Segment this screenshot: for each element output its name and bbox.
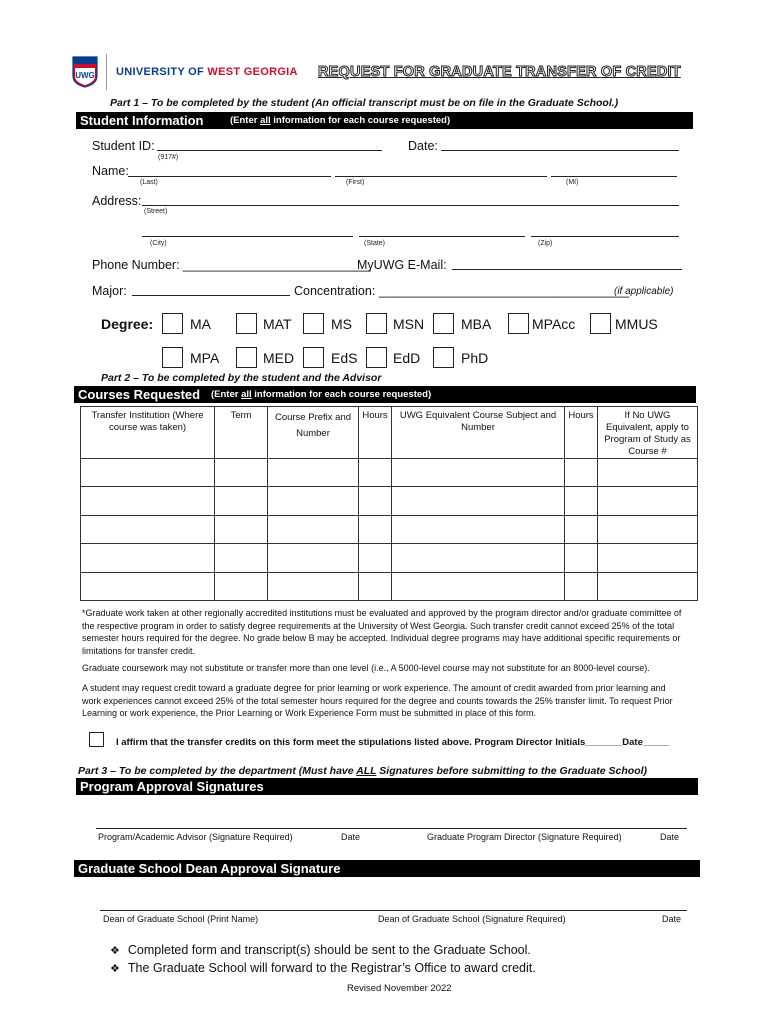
degree-checkbox-msn[interactable] <box>366 313 387 334</box>
address-label: Address: <box>92 194 142 208</box>
degree-checkbox-mpa[interactable] <box>162 347 183 368</box>
mi-hint: (MI) <box>566 179 579 186</box>
degree-checkbox-ma[interactable] <box>162 313 183 334</box>
table-cell-term[interactable] <box>214 515 268 544</box>
table-cell-institution[interactable] <box>80 458 215 487</box>
degree-checkbox-edd[interactable] <box>366 347 387 368</box>
director-signature-label: Graduate Program Director (Signature Required) <box>427 832 622 842</box>
part3-heading: Part 3 – To be completed by the department (Must have ALL Signatures before submitting to the Graduate School) <box>78 765 648 777</box>
part2-heading: Part 2 – To be completed by the student and the Advisor <box>101 372 382 384</box>
transfer-note-2: Graduate coursework may not substitute or transfer more than one level (i.e., A 5000-level course may not substitute for an 8000-level course). <box>82 663 650 673</box>
degree-label-mat: MAT <box>263 316 292 332</box>
revised-date: Revised November 2022 <box>347 983 452 994</box>
dean-signature-line[interactable] <box>100 910 687 911</box>
zip-field[interactable] <box>531 236 679 237</box>
affirm-checkbox[interactable] <box>89 732 104 747</box>
table-header-uwg-equivalent <box>391 406 565 459</box>
phone-label[interactable]: Phone Number: ___________________________ <box>92 258 371 272</box>
program-signature-line[interactable] <box>96 828 687 829</box>
degree-checkbox-eds[interactable] <box>303 347 324 368</box>
logo-text: UWG <box>75 71 95 80</box>
city-field[interactable] <box>142 236 353 237</box>
table-cell-uwg-equivalent[interactable] <box>391 486 565 515</box>
table-cell-program-course[interactable] <box>597 486 698 515</box>
table-cell-uwg-hours[interactable] <box>564 572 598 601</box>
affirm-statement: I affirm that the transfer credits on this form meet the stipulations listed above. Program Director Initials_______Date_____ <box>116 737 670 748</box>
table-cell-institution[interactable] <box>80 515 215 544</box>
table-header-institution <box>80 406 215 459</box>
form-title: REQUEST FOR GRADUATE TRANSFER OF CREDIT <box>318 64 681 80</box>
major-label: Major: <box>92 284 127 298</box>
dean-print-name-label: Dean of Graduate School (Print Name) <box>103 914 259 924</box>
table-cell-program-course[interactable] <box>597 572 698 601</box>
degree-label-ma: MA <box>190 316 211 332</box>
table-cell-hours[interactable] <box>358 572 392 601</box>
email-field[interactable] <box>452 269 682 270</box>
table-header-label: UWG Equivalent Course Subject and Number <box>399 410 557 433</box>
logo-divider <box>106 54 107 90</box>
transfer-note-1: *Graduate work taken at other regionally accredited institutions must be evaluated and approved by the program director and/or graduate committee of the respective program in order to satisfy degree requirements at the University of West Georgia. Such transfer credit cannot exceed 25% of the total semester hours required for the degree. No grade below B may be accepted. Individual degree programs may have additional specific requirements or limitations for transfer credit. <box>82 608 682 656</box>
table-header-term <box>214 406 268 459</box>
degree-label-mmus: MMUS <box>615 316 658 332</box>
last-name-field[interactable] <box>128 176 331 177</box>
courses-requested-subtitle: (Enter all information for each course requested) <box>211 389 432 400</box>
degree-label-eds: EdS <box>331 350 358 366</box>
degree-label: Degree: <box>101 316 154 332</box>
student-info-title: Student Information <box>80 113 204 128</box>
table-cell-uwg-hours[interactable] <box>564 515 598 544</box>
table-cell-program-course[interactable] <box>597 458 698 487</box>
table-cell-institution[interactable] <box>80 543 215 572</box>
table-cell-term[interactable] <box>214 458 268 487</box>
university-prefix: UNIVERSITY OF <box>116 66 208 78</box>
student-id-field[interactable] <box>157 150 382 151</box>
program-approval-title: Program Approval Signatures <box>80 779 264 794</box>
mi-field[interactable] <box>551 176 677 177</box>
date-label: Date: <box>408 139 438 153</box>
table-cell-course-prefix[interactable] <box>267 458 359 487</box>
advisor-date-label: Date <box>341 832 361 842</box>
last-hint: (Last) <box>140 179 158 186</box>
degree-label-mba: MBA <box>461 316 492 332</box>
degree-label-mpa: MPA <box>190 350 220 366</box>
degree-label-edd: EdD <box>393 350 421 366</box>
table-cell-institution[interactable] <box>80 486 215 515</box>
table-header-label: Course Prefix and Number <box>274 412 352 439</box>
degree-label-phd: PhD <box>461 350 489 366</box>
table-header-label: Hours <box>362 410 388 421</box>
table-header-hours <box>358 406 392 459</box>
table-cell-hours[interactable] <box>358 486 392 515</box>
table-header-program-course <box>597 406 698 459</box>
street-field[interactable] <box>142 205 679 206</box>
table-cell-institution[interactable] <box>80 572 215 601</box>
name-label: Name: <box>92 164 129 178</box>
advisor-signature-label: Program/Academic Advisor (Signature Required) <box>98 832 293 842</box>
table-cell-hours[interactable] <box>358 458 392 487</box>
first-hint: (First) <box>346 179 365 186</box>
student-id-label: Student ID: <box>92 139 155 153</box>
table-cell-uwg-equivalent[interactable] <box>391 515 565 544</box>
university-name-red: WEST GEORGIA <box>207 66 298 78</box>
courses-table <box>80 406 697 600</box>
table-cell-hours[interactable] <box>358 543 392 572</box>
table-cell-course-prefix[interactable] <box>267 515 359 544</box>
state-field[interactable] <box>359 236 525 237</box>
concentration-note: (if applicable) <box>614 286 674 297</box>
footer-bullet-2: ❖ The Graduate School will forward to the Registrar’s Office to award credit. <box>110 961 536 975</box>
table-header-label: Term <box>230 410 252 421</box>
bullet-diamond-icon: ❖ <box>110 945 120 957</box>
street-hint: (Street) <box>144 208 168 215</box>
degree-checkbox-mba[interactable] <box>433 313 454 334</box>
major-field[interactable] <box>132 295 290 296</box>
date-field[interactable] <box>441 150 679 151</box>
footer-bullet-1: ❖ Completed form and transcript(s) should be sent to the Graduate School. <box>110 943 531 957</box>
city-hint: (City) <box>150 240 167 247</box>
table-cell-course-prefix[interactable] <box>267 486 359 515</box>
degree-checkbox-mat[interactable] <box>236 313 257 334</box>
courses-requested-bar <box>74 386 696 403</box>
table-cell-term[interactable] <box>214 572 268 601</box>
table-cell-term[interactable] <box>214 543 268 572</box>
table-cell-course-prefix[interactable] <box>267 543 359 572</box>
student-info-bar <box>76 112 693 129</box>
student-id-hint: (917#) <box>158 154 179 161</box>
table-header-label: Hours <box>568 410 594 421</box>
part1-heading: Part 1 – To be completed by the student (An official transcript must be on file in the Graduate School.) <box>110 97 619 109</box>
table-cell-uwg-hours[interactable] <box>564 543 598 572</box>
table-cell-uwg-hours[interactable] <box>564 486 598 515</box>
bullet-diamond-icon: ❖ <box>110 963 120 975</box>
uwg-logo <box>72 56 98 88</box>
program-approval-bar <box>76 778 698 795</box>
table-cell-uwg-hours[interactable] <box>564 458 598 487</box>
university-name <box>116 66 298 78</box>
transfer-note-3: A student may request credit toward a graduate degree for prior learning or work experience. The amount of credit awarded from prior learning and work experiences cannot exceed 25% of the total semester hours required for the degree and counts towards the 25% transfer limit. To request Prior Learning or work experience, the Prior Learning or Work Experience Form must be submitted in place of this form. <box>82 683 673 718</box>
dean-approval-title: Graduate School Dean Approval Signature <box>78 861 341 876</box>
table-cell-program-course[interactable] <box>597 515 698 544</box>
degree-checkbox-ms[interactable] <box>303 313 324 334</box>
student-info-subtitle: (Enter all information for each course requested) <box>230 115 451 126</box>
table-header-label: If No UWG Equivalent, apply to Program of Study as Course # <box>604 410 691 457</box>
table-cell-uwg-equivalent[interactable] <box>391 543 565 572</box>
degree-label-ms: MS <box>331 316 352 332</box>
degree-checkbox-med[interactable] <box>236 347 257 368</box>
dean-date-label: Date <box>662 914 682 924</box>
degree-label-mpacc: MPAcc <box>532 316 576 332</box>
dean-signature-label: Dean of Graduate School (Signature Required) <box>378 914 566 924</box>
table-header-uwg-hours <box>564 406 598 459</box>
table-header-course-prefix <box>267 406 359 459</box>
dean-approval-bar <box>74 860 700 877</box>
degree-checkbox-mmus[interactable] <box>590 313 611 334</box>
state-hint: (State) <box>364 240 386 247</box>
zip-hint: (Zip) <box>538 240 553 247</box>
table-cell-program-course[interactable] <box>597 543 698 572</box>
degree-label-msn: MSN <box>393 316 425 332</box>
director-date-label: Date <box>660 832 680 842</box>
table-header-label: Transfer Institution (Where course was taken) <box>91 410 204 433</box>
table-cell-hours[interactable] <box>358 515 392 544</box>
table-cell-course-prefix[interactable] <box>267 572 359 601</box>
table-cell-uwg-equivalent[interactable] <box>391 458 565 487</box>
degree-label-med: MED <box>263 350 295 366</box>
degree-checkbox-phd[interactable] <box>433 347 454 368</box>
table-cell-uwg-equivalent[interactable] <box>391 572 565 601</box>
table-cell-term[interactable] <box>214 486 268 515</box>
first-name-field[interactable] <box>335 176 547 177</box>
email-label: MyUWG E-Mail: <box>357 258 447 272</box>
degree-checkbox-mpacc[interactable] <box>508 313 529 334</box>
courses-requested-title: Courses Requested <box>78 387 201 402</box>
concentration-label[interactable]: Concentration: ____________________________________ <box>294 284 630 298</box>
